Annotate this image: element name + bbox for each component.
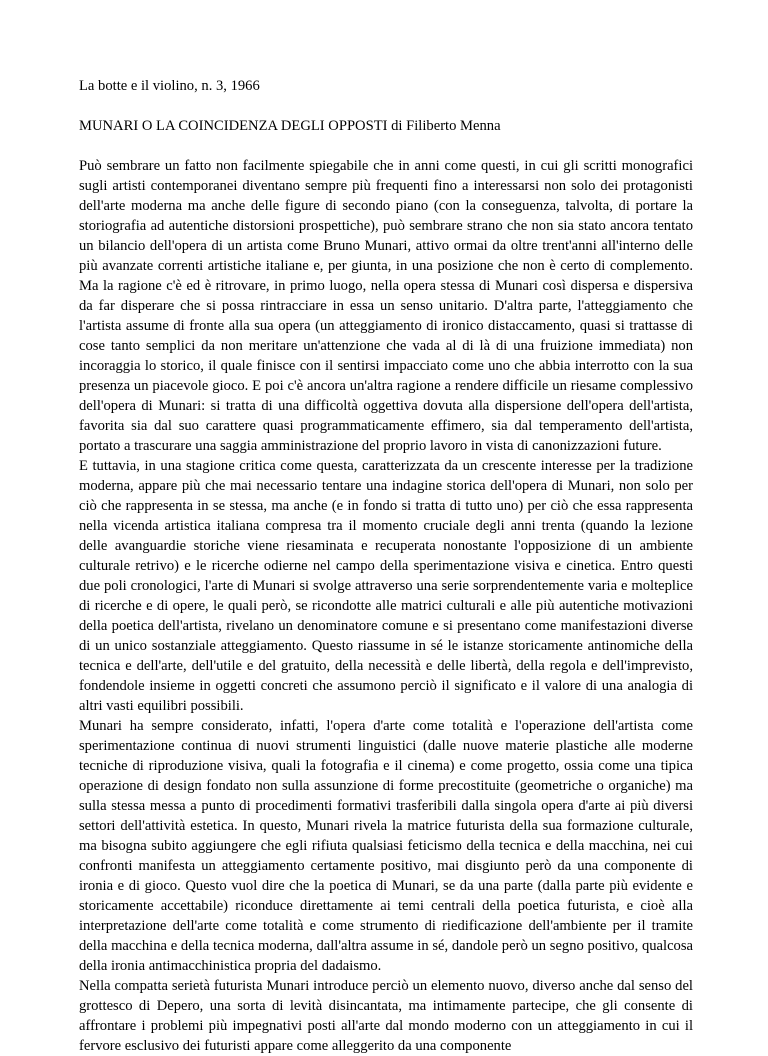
paragraph: E tuttavia, in una stagione critica come questa, caratterizzata da un crescente interesse per la tradizione moderna, appare più che mai necessario tentare una indagine storica dell'opera di Munari, non solo per ciò che rappresenta in se stessa, ma anche (e in fondo si tratta di tutto uno) per ciò che essa rappresenta nella vicenda artistica italiana compresa tra il momento cruciale degli anni trenta (quando la lezione delle avanguardie storiche viene riesaminata e recuperata nonostante l'opposizione di un ambiente culturale retrivo) e le ricerche odierne nel campo della sperimentazione visiva e cinetica. Entro questi due poli cronologici, l'arte di Munari si svolge attraverso una serie sorprendentemente varia e molteplice di ricerche e di opere, le quali però, se ricondotte alle matrici culturali e alle più autentiche motivazioni della poetica dell'artista, rivelano un denominatore comune e si presentano come manifestazioni diverse di un unico sostanziale atteggiamento. Questo riassume in sé le istanze storicamente antinomiche della tecnica e dell'arte, dell'utile e del gratuito, della necessità e delle libertà, della regola e dell'imprevisto, fondendole insieme in oggetti concreti che assumono perciò il significato e il valore di una analogia di altri vasti equilibri possibili. [79, 458, 693, 714]
paragraph: Nella compatta serietà futurista Munari introduce perciò un elemento nuovo, diverso anche dal senso del grottesco di Depero, una sorta di levità disincantata, ma intimamente partecipe, che gli consente di affrontare i problemi più impegnativi posti all'arte dal mondo moderno con un atteggiamento in cui il fervore esclusivo dei futuristi appare come alleggerito da una componente [79, 978, 693, 1054]
paragraph: Munari ha sempre considerato, infatti, l'opera d'arte come totalità e l'operazione dell'artista come sperimentazione continua di nuovi strumenti linguistici (dalle nuove materie plastiche alle moderne tecniche di riproduzione visiva, quali la fotografia e il cinema) e come progetto, ossia come una tipica operazione di design fondato non sulla assunzione di forme precostituite (geometriche o organiche) ma sulla stessa messa a punto di procedimenti formativi trasferibili dalla singola opera d'arte ai più diversi settori dell'attività estetica. In questo, Munari rivela la matrice futurista della sua formazione culturale, ma bisogna subito aggiungere che egli rifiuta qualsiasi feticismo della tecnica e della macchina, nei cui confronti manifesta un atteggiamento certamente positivo, mai disgiunto però da una componente di ironia e di gioco. Questo vuol dire che la poetica di Munari, se da una parte (dalla parte più evidente e storicamente accettabile) riconduce direttamente ai temi centrali della poetica futurista, e cioè alla interpretazione dell'arte come totalità e come strumento di riedificazione dell'ambiente per il tramite della macchina e della tecnica moderna, dall'altra assume in sé, dandole però un segno positivo, qualcosa della ironia antimacchinistica propria del dadaismo. [79, 718, 693, 974]
paragraph: Può sembrare un fatto non facilmente spiegabile che in anni come questi, in cui gli scritti monografici sugli artisti contemporanei diventano sempre più frequenti fino a interessarsi non solo dei protagonisti dell'arte moderna ma anche delle figure di secondo piano (con la conseguenza, talvolta, di portare la storiografia ad autentiche distorsioni prospettiche), può sembrare strano che non sia stato ancora tentato un bilancio dell'opera di un artista come Bruno Munari, attivo ormai da oltre trent'anni all'interno delle più avanzate correnti artistiche italiane e, per giunta, in una posizione che non è certo di complemento. Ma la ragione c'è ed è ritrovare, in primo luogo, nella opera stessa di Munari così dispersa e dispersiva da far disperare che si possa rintracciare in essa un senso unitario. D'altra parte, l'atteggiamento che l'artista assume di fronte alla sua opera (un atteggiamento di ironico distaccamento, quasi si trattasse di cose tanto semplici da non meritare un'attenzione che vada al di là di una fruizione immediata) non incoraggia lo storico, il quale finisce con il sentirsi impacciato come uno che abbia interrotto con la sua presenza un piacevole gioco. E poi c'è ancora un'altra ragione a rendere difficile un riesame complessivo dell'opera di Munari: si tratta di una difficoltà oggettiva dovuta alla dispersione dell'opera dell'artista, favorita sia dal suo carattere quasi programmaticamente effimero, sia dal temperamento dell'artista, portato a trascurare una saggia amministrazione del proprio lavoro in vista di canonizzazioni future. [79, 158, 693, 454]
document-page [79, 76, 693, 1056]
source-line: La botte e il violino, n. 3, 1966 [79, 78, 260, 94]
article-title: MUNARI O LA COINCIDENZA DEGLI OPPOSTI di Filiberto Menna [79, 118, 501, 134]
